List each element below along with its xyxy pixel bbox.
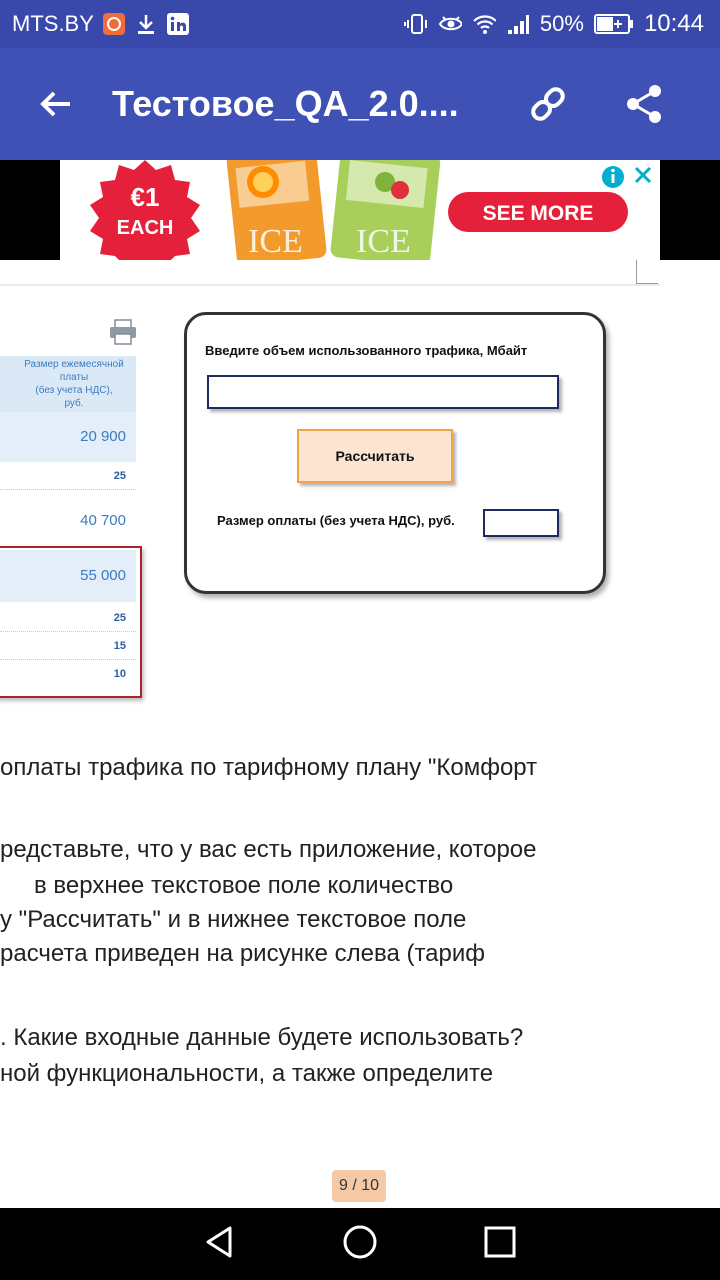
paragraph-line: расчета приведен на рисунке слева (тариф — [0, 940, 486, 967]
paragraph-line: оплаты трафика по тарифному плану "Комфорт — [0, 754, 538, 781]
table-header-line: Размер ежемесячной — [24, 359, 124, 370]
app-notification-icon — [102, 12, 126, 36]
see-more-label: SEE MORE — [482, 202, 594, 225]
vibrate-icon — [404, 12, 428, 36]
signal-icon — [506, 12, 530, 36]
ad-banner[interactable] — [60, 160, 660, 260]
payment-result-label: Размер оплаты (без учета НДС), руб. — [217, 513, 455, 528]
traffic-prompt-label: Введите объем использованного трафика, Мбайт — [205, 343, 528, 358]
paragraph-line: . Какие входные данные будете использовать? — [0, 1024, 524, 1051]
document-title: Тестовое_QA_2.0.... — [112, 83, 459, 124]
table-row: 55 000 — [0, 550, 136, 602]
printer-icon — [108, 318, 138, 346]
page-top-border — [0, 284, 660, 286]
wifi-icon — [472, 12, 496, 36]
adchoices-info-icon[interactable] — [602, 166, 624, 188]
table-row: 10 — [113, 668, 126, 680]
paragraph-line: редставьте, что у вас есть приложение, которое — [0, 836, 537, 863]
navigation-bar — [0, 1208, 720, 1280]
share-icon — [622, 82, 666, 126]
table-header-line: руб. — [64, 398, 84, 409]
status-bar — [0, 0, 720, 48]
payment-result-field — [483, 509, 559, 537]
paragraph-line: ной функциональности, а также определите — [0, 1060, 494, 1087]
brand-text-2: ICE — [356, 223, 411, 260]
table-header-line: платы — [59, 372, 89, 383]
nav-home-button[interactable] — [340, 1222, 380, 1267]
table-row: 15 — [0, 632, 136, 660]
document-page[interactable] — [0, 260, 720, 1208]
table-header-line: (без учета НДС), — [35, 385, 113, 396]
ad-close-icon[interactable] — [636, 168, 650, 182]
eye-icon — [438, 12, 462, 36]
triangle-back-icon — [200, 1222, 240, 1262]
traffic-input — [207, 375, 559, 409]
table-row: 25 — [0, 604, 136, 632]
calculator-mockup — [184, 312, 606, 594]
share-button[interactable] — [596, 48, 692, 160]
link-icon — [528, 84, 568, 124]
calculate-button — [297, 429, 453, 483]
copy-link-button[interactable] — [500, 48, 596, 160]
nav-back-button[interactable] — [200, 1222, 240, 1267]
app-bar — [0, 48, 720, 160]
nav-recents-button[interactable] — [480, 1222, 520, 1267]
table-row: 20 900 — [0, 412, 136, 462]
badge-each: EACH — [116, 217, 174, 239]
square-recents-icon — [480, 1222, 520, 1262]
paragraph-line: в верхнее текстовое поле количество — [34, 872, 454, 899]
circle-home-icon — [340, 1222, 380, 1262]
table-header — [0, 356, 136, 412]
battery-percent: 50% — [539, 11, 584, 36]
badge-price: €1 — [130, 182, 160, 212]
battery-charging-icon — [594, 12, 634, 36]
carrier-label: MTS.BY — [12, 11, 94, 36]
brand-text-1: ICE — [248, 223, 303, 260]
arrow-back-icon — [38, 86, 74, 122]
back-button[interactable] — [0, 48, 112, 160]
ad-area — [0, 160, 720, 260]
page-corner-mark — [636, 260, 658, 284]
calculate-button-label: Рассчитать — [335, 448, 415, 464]
page-indicator: 9 / 10 — [332, 1170, 386, 1202]
linkedin-icon — [166, 12, 190, 36]
table-row: 40 700 — [80, 512, 126, 529]
paragraph-line: у "Рассчитать" и в нижнее текстовое поле — [0, 906, 467, 933]
table-row: 25 — [0, 462, 136, 490]
download-icon — [134, 12, 158, 36]
clock: 10:44 — [643, 10, 704, 37]
